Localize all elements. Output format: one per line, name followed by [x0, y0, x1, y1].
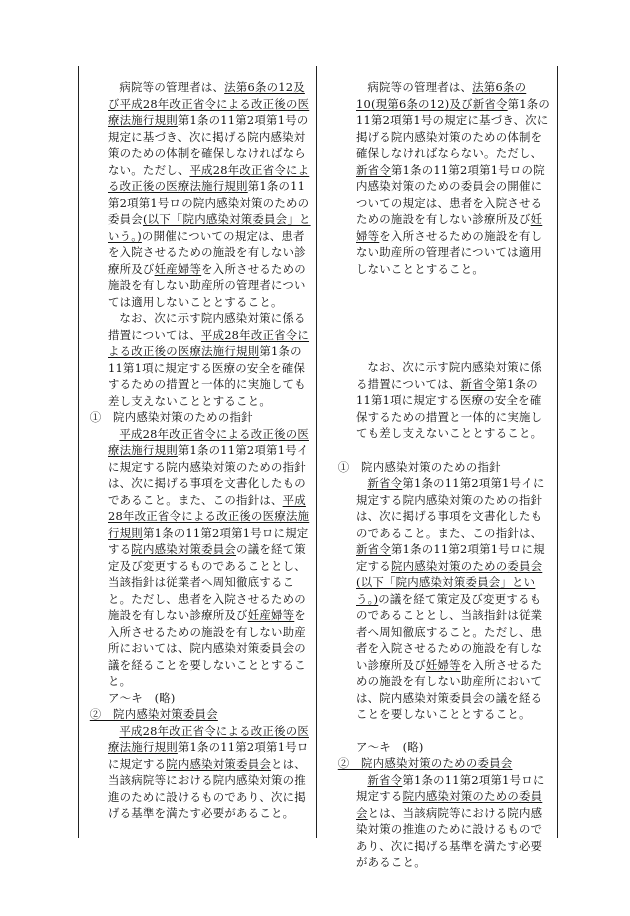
- text-run: 第1条の11第2項第1号の規定に基づき、次に掲げる院内感染対策のための体制を確保しなければならない。ただし、: [356, 96, 551, 160]
- text-run: なお、次に示す院内感染対策に係る措置については、: [356, 360, 543, 391]
- underlined-amendment-text: 妊産婦等: [154, 261, 202, 276]
- right-item1-body: [356, 475, 552, 723]
- underlined-amendment-text: 法第6条の12及び平成28年改正省令による改正後の医療法施行規則: [108, 80, 310, 127]
- right-item1-heading: ① 院内感染対策のための指針: [337, 459, 501, 474]
- underlined-amendment-text: 平成28年改正省令による改正後の医療法施行規則: [108, 162, 310, 193]
- right-border-line: [557, 66, 558, 838]
- text-run: を入所させるための施設を有しない助産所の管理者については適用しないこととすること。: [108, 261, 306, 309]
- text-run: の議を経て策定及び変更するものであることとし、当該指針は従業者へ周知徹底すること。ただし、患者を入院させるための施設を有しない診療所及び: [108, 542, 306, 622]
- right-item1-omitted: ア～キ (略): [356, 739, 424, 754]
- left-paragraph-2: [108, 310, 312, 409]
- underlined-amendment-text: (以下「院内感染対策委員会」という。): [108, 212, 311, 243]
- left-item1-heading: ① 院内感染対策のための指針: [89, 410, 253, 424]
- underlined-amendment-text: 新省令: [356, 162, 391, 177]
- underlined-amendment-text: 新省令: [460, 376, 496, 391]
- text-run: 第1条の11第2項第1号ロに規定する: [108, 525, 309, 556]
- text-run: を入所させるための施設を有しない助産所においては、院内感染対策委員会の議を経ることを要しないこととすること。: [356, 657, 543, 721]
- text-run: 第1条の11第2項第1号ロに規定する: [356, 542, 545, 573]
- text-run: なお、次に示す院内感染対策に係る措置については、: [108, 311, 306, 342]
- text-run: 病院等の管理者は、: [367, 80, 473, 94]
- text-run: とは、当該病院等における院内感染対策の推進のために設けるものであり、次に掲げる基準を満たす必要があること。: [356, 805, 543, 869]
- text-run: 第1条の11第2項第1号ロの院内感染対策のための委員会: [108, 179, 310, 226]
- underlined-amendment-text: 新省令: [367, 772, 403, 787]
- underlined-amendment-text: 平成28年改正省令による改正後の医療法施行規則: [108, 426, 309, 457]
- text-run: 第1条の11第2項第1号イに規定する院内感染対策のための指針は、次に掲げる事項を文書化したものであること。また、この指針は、: [356, 476, 545, 540]
- underlined-amendment-text: 院内感染対策のための委員会(以下「院内感染対策委員会」という。): [356, 558, 543, 606]
- underlined-amendment-text: 妊婦等: [425, 657, 461, 672]
- text-run: の議を経て策定及び変更するものであることとし、当該指針は従業者へ周知徹底すること。ただし、患者を入院させるための施設を有しない診療所及び: [356, 591, 543, 672]
- underlined-amendment-text: 院内感染対策委員会: [131, 542, 237, 556]
- underlined-amendment-text: 新省令: [356, 542, 391, 556]
- text-run: 第1条の11第2項第1号イに規定する院内感染対策のための指針は、次に掲げる事項を文書化したものであること。また、この指針は、: [108, 443, 309, 507]
- text-run: 第1条の11第2項第1号ロに規定する: [108, 740, 309, 771]
- left-paragraph-1: [108, 79, 312, 310]
- text-run: 病院等の管理者は、: [119, 80, 225, 94]
- center-divider-line: [316, 66, 317, 838]
- left-item1-body: [108, 426, 312, 690]
- text-run: の開催についての規定は、患者を入院させるための施設を有しない診療所及び: [108, 228, 306, 276]
- text-run: を入所させるための施設を有しない助産所においては、院内感染対策委員会の議を経ることを要しないこととすること。: [108, 608, 306, 688]
- text-run: 第1条の11第2項第1号ロの院内感染対策のための委員会の開催についての規定は、患者を入院させるための施設を有しない診療所及び: [356, 162, 545, 226]
- left-item2-body: [108, 723, 312, 822]
- underlined-amendment-text: 院内感染対策委員会: [166, 756, 271, 771]
- left-border-line: [78, 66, 79, 838]
- right-item2-heading: ② 院内感染対策のための委員会: [337, 756, 513, 770]
- left-item2-heading: ② 院内感染対策委員会: [89, 707, 218, 721]
- text-run: 第1条の11第2項第1号ロに規定する: [356, 772, 545, 803]
- underlined-amendment-text: 平成28年改正省令による改正後の医療法施行規則: [108, 723, 309, 754]
- right-paragraph-2: [356, 359, 552, 442]
- underlined-amendment-text: 妊産婦等: [247, 608, 295, 622]
- underlined-amendment-text: 法第6条の10(現第6条の12)及び新省令: [356, 80, 527, 111]
- text-run: 第1条の11第1項に規定する医療の安全を確保するための措置と一体的に実施しても差し支えないこととすること。: [356, 376, 543, 440]
- text-run: とは、当該病院等における院内感染対策の推進のために設けるものであり、次に掲げる基準を満たす必要があること。: [108, 756, 306, 820]
- right-paragraph-1: [356, 79, 552, 277]
- underlined-amendment-text: 新省令: [367, 476, 403, 490]
- underlined-amendment-text: 平成28年改正省令による改正後の医療法施行規則: [108, 492, 310, 540]
- text-run: を入所させるための施設を有しない助産所の管理者については適用しないこととすること。: [356, 228, 543, 276]
- underlined-amendment-text: 院内感染対策のための委員会: [356, 789, 543, 820]
- current-text-column: [337, 79, 552, 871]
- revised-text-column: [89, 79, 312, 822]
- text-run: 第1条の11第2項第1号の規定に基づき、次に掲げる院内感染対策のための体制を確保しなければならない。ただし、: [108, 113, 309, 177]
- right-item2-body: [356, 772, 552, 871]
- left-item1-omitted: ア～キ (略): [108, 690, 176, 705]
- underlined-amendment-text: 平成28年改正省令による改正後の医療法施行規則: [108, 327, 310, 358]
- underlined-amendment-text: 妊婦等: [356, 212, 543, 243]
- text-run: 第1条の11第1項に規定する医療の安全を確保するための措置と一体的に実施しても差し支えないこととすること。: [108, 344, 306, 408]
